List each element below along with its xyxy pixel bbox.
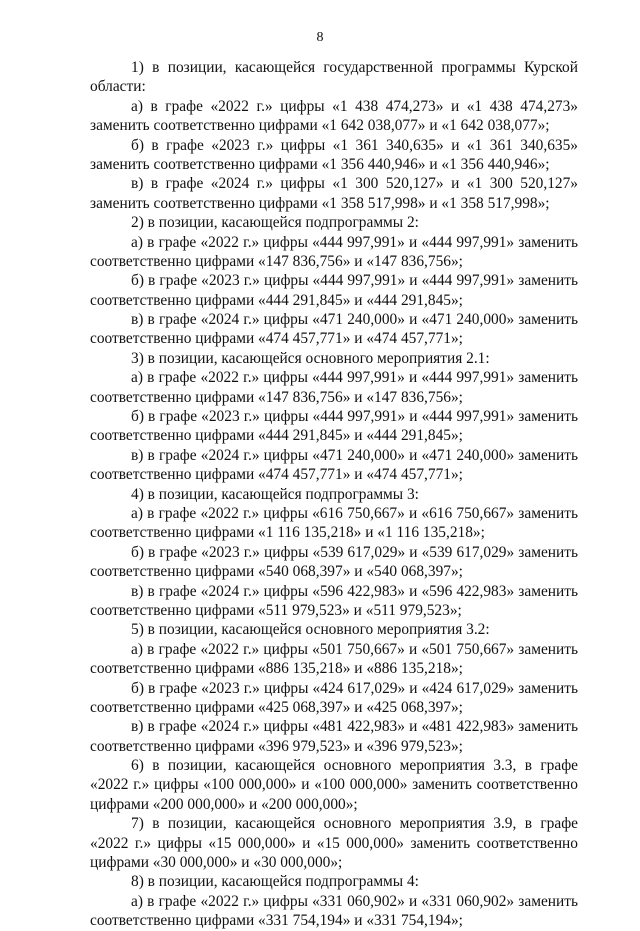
text-line: а) в графе «2022 г.» цифры «616 750,667» и «616 750,667» заменить [131, 504, 578, 522]
text-line: соответственно цифрами «540 068,397» и «540 068,397»; [90, 563, 463, 581]
text-line: заменить соответственно цифрами «1 642 038,077» и «1 642 038,077»; [90, 117, 550, 135]
text-line: б) в графе «2023 г.» цифры «1 361 340,635» и «1 361 340,635» [131, 136, 578, 154]
text-line: б) в графе «2023 г.» цифры «539 617,029» и «539 617,029» заменить [131, 543, 578, 561]
text-line: в) в графе «2024 г.» цифры «1 300 520,127» и «1 300 520,127» [131, 175, 578, 193]
text-line: соответственно цифрами «396 979,523» и «396 979,523»; [90, 737, 463, 755]
text-line: заменить соответственно цифрами «1 358 517,998» и «1 358 517,998»; [90, 194, 550, 212]
text-line: соответственно цифрами «474 457,771» и «474 457,771»; [90, 330, 463, 348]
text-line: а) в графе «2022 г.» цифры «444 997,991» и «444 997,991» заменить [131, 369, 578, 387]
text-line: в) в графе «2024 г.» цифры «481 422,983» и «481 422,983» заменить [131, 718, 578, 736]
text-line: в) в графе «2024 г.» цифры «471 240,000» и «471 240,000» заменить [131, 446, 578, 464]
text-line: соответственно цифрами «147 836,756» и «147 836,756»; [90, 388, 463, 406]
text-line: 2) в позиции, касающейся подпрограммы 2: [131, 214, 419, 232]
text-line: «2022 г.» цифры «100 000,000» и «100 000,000» заменить соответственно [90, 776, 578, 794]
text-line: соответственно цифрами «331 754,194» и «331 754,194»; [90, 912, 463, 930]
text-line: а) в графе «2022 г.» цифры «331 060,902» и «331 060,902» заменить [131, 892, 578, 910]
text-line: б) в графе «2023 г.» цифры «444 997,991» и «444 997,991» заменить [131, 408, 578, 426]
text-line: заменить соответственно цифрами «1 356 440,946» и «1 356 440,946»; [90, 155, 550, 173]
text-line: соответственно цифрами «147 836,756» и «147 836,756»; [90, 252, 463, 270]
text-line: б) в графе «2023 г.» цифры «424 617,029» и «424 617,029» заменить [131, 679, 578, 697]
text-line: а) в графе «2022 г.» цифры «1 438 474,273» и «1 438 474,273» [131, 97, 578, 115]
document-body [90, 58, 578, 931]
text-line: соответственно цифрами «474 457,771» и «474 457,771»; [90, 466, 463, 484]
text-line: области: [90, 78, 146, 96]
text-line: а) в графе «2022 г.» цифры «444 997,991» и «444 997,991» заменить [131, 233, 578, 251]
text-line: цифрами «200 000,000» и «200 000,000»; [90, 795, 358, 813]
text-line: «2022 г.» цифры «15 000,000» и «15 000,000» заменить соответственно [90, 834, 578, 852]
page-number: 8 [316, 30, 324, 45]
text-line: соответственно цифрами «425 068,397» и «425 068,397»; [90, 698, 463, 716]
text-line: в) в графе «2024 г.» цифры «471 240,000» и «471 240,000» заменить [131, 311, 578, 329]
text-line: 8) в позиции, касающейся подпрограммы 4: [131, 873, 419, 891]
text-line: соответственно цифрами «444 291,845» и «444 291,845»; [90, 427, 463, 445]
text-line: 4) в позиции, касающейся подпрограммы 3: [131, 485, 419, 503]
text-line: 3) в позиции, касающейся основного мероприятия 2.1: [131, 349, 490, 367]
text-line: 5) в позиции, касающейся основного мероприятия 3.2: [131, 621, 490, 639]
text-line: соответственно цифрами «886 135,218» и «886 135,218»; [90, 660, 463, 678]
text-line: 1) в позиции, касающейся государственной программы Курской [131, 59, 578, 76]
text-line: а) в графе «2022 г.» цифры «501 750,667» и «501 750,667» заменить [131, 640, 578, 658]
text-line: 7) в позиции, касающейся основного мероприятия 3.9, в графе [131, 815, 578, 833]
text-line: 6) в позиции, касающейся основного мероприятия 3.3, в графе [131, 757, 578, 775]
text-line: соответственно цифрами «511 979,523» и «511 979,523»; [90, 601, 462, 619]
text-line: в) в графе «2024 г.» цифры «596 422,983» и «596 422,983» заменить [131, 582, 578, 600]
text-line: соответственно цифрами «444 291,845» и «444 291,845»; [90, 291, 463, 309]
text-line: соответственно цифрами «1 116 135,218» и «1 116 135,218»; [90, 524, 485, 542]
text-line: б) в графе «2023 г.» цифры «444 997,991» и «444 997,991» заменить [131, 272, 578, 290]
text-line: цифрами «30 000,000» и «30 000,000»; [90, 854, 343, 872]
